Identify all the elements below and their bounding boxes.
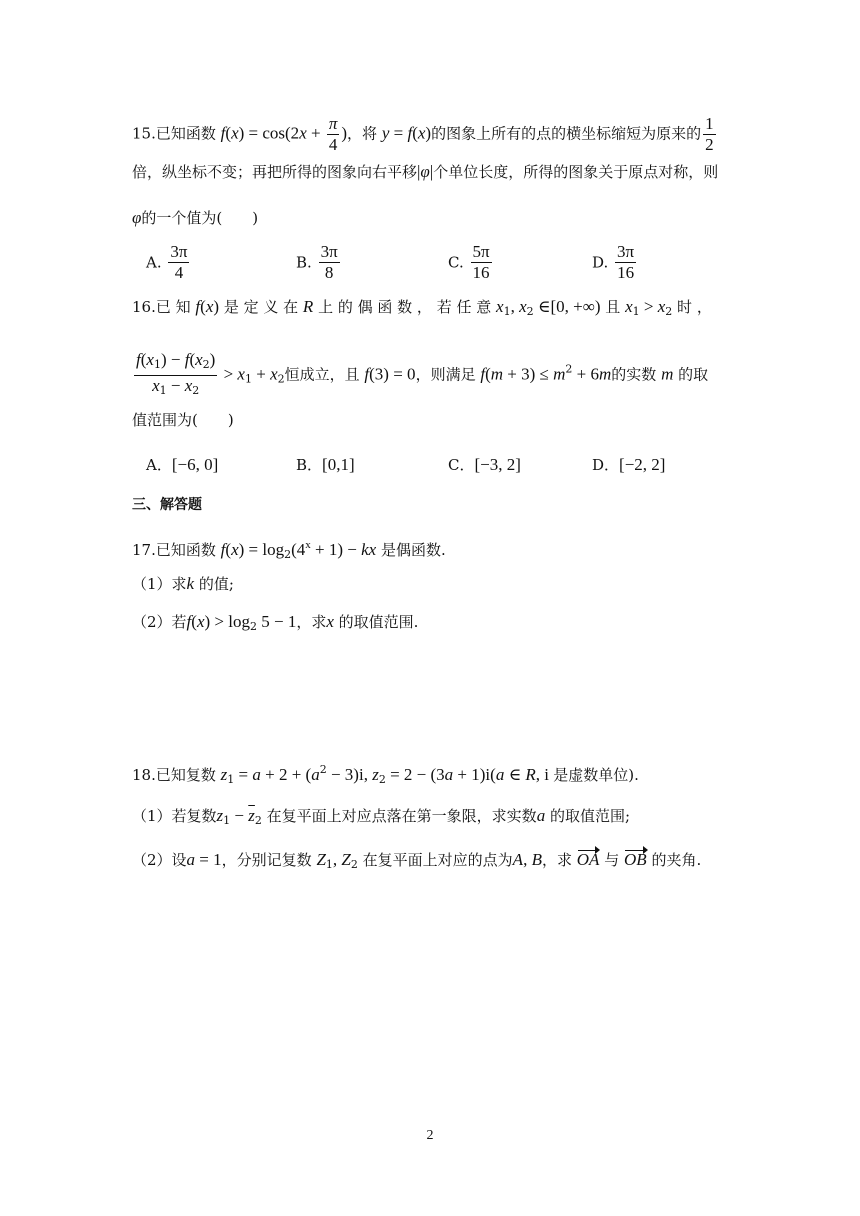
q15-number: 15.	[132, 124, 156, 143]
q16-line2: $\frac{f(x_1) - f(x_2)}{x_1 - x_2}$ > $x_1 + x_2$恒成立，且 f(3) = 0，则满足 $f(m + 3) \le m^2 + 6m$的实数 m 的取	[132, 350, 732, 401]
q15-option-c[interactable]: C. $\frac{5\pi}{16}$	[448, 242, 490, 282]
vector-oa: OA	[576, 850, 600, 869]
q15-line1: 15.已知函数 f(x) = cos(2x + $\frac{\pi}{4}$ )，将 y = f(x)的图象上所有的点的横坐标缩短为原来的 $\frac{1}{2}$	[132, 114, 714, 154]
q15-option-a[interactable]: A. $\frac{3\pi}{4}$	[146, 242, 188, 282]
page-number: 2	[426, 1128, 434, 1143]
q15-option-b[interactable]: B. $\frac{3\pi}{8}$	[296, 242, 338, 282]
q17-line1: 17.已知函数 $f(x) = \log_2(4^x + 1)$ − kx 是偶函数.	[132, 539, 446, 561]
q15-line3: φ的一个值为( )	[132, 208, 259, 227]
vector-ob: OB	[624, 850, 647, 869]
q16-option-a[interactable]: A．[−6, 0]	[146, 455, 219, 474]
q16-option-d[interactable]: D．[−2, 2]	[592, 455, 666, 474]
q16-line3: 值范围为( )	[132, 411, 234, 429]
section-title: 三、解答题	[132, 497, 202, 513]
q15-options	[132, 242, 732, 286]
q15-text: 已知函数	[155, 124, 216, 143]
q16-options	[132, 455, 732, 477]
q18-part2: （2）设a = 1，分别记复数 $Z_1$, $Z_2$ 在复平面上对应的点为A, B，求 OA 与 OB 的夹角.	[132, 850, 702, 871]
q15-line2: 倍，纵坐标不变；再把所得的图象向右平移|φ|个单位长度，所得的图象关于原点对称，则	[132, 162, 719, 181]
q15-option-d[interactable]: D. $\frac{3\pi}{16}$	[592, 242, 635, 282]
q16-option-b[interactable]: B．[0,1]	[296, 455, 355, 474]
q17-part2: （2）若$f(x) > \log_2 5 - 1$，求x 的取值范围.	[132, 612, 419, 633]
q18-line1: 18.已知复数 $z_1 = a + 2 + (a^2 - 3)i$, $z_2 = 2 - (3a + 1)i(a$ ∈ R, i 是虚数单位).	[132, 763, 639, 786]
q17-part1: （1）求k 的值;	[132, 574, 234, 593]
q17-number: 17.	[132, 541, 156, 559]
q18-number: 18.	[132, 766, 156, 784]
q16-number: 16.	[132, 298, 156, 316]
q15-frac-half: $\frac{1}{2}$	[705, 114, 714, 154]
q18-part1: （1）若复数$z_1 - \overline{z}_2$ 在复平面上对应点落在第一象限，求实数a 的取值范围;	[132, 806, 631, 827]
q15-frac-pi-4: $\frac{\pi}{4}$	[328, 114, 338, 154]
q16-line1: 16.已 知 f(x) 是 定 义 在 R 上 的 偶 函 数 ， 若 任 意 $x_1$, $x_2$ ∈[0, +∞) 且 $x_1 > x_2$ 时 ，	[132, 297, 712, 318]
q16-option-c[interactable]: C．[−3, 2]	[448, 455, 521, 474]
q16-fraction: $\frac{f(x_1) - f(x_2)}{x_1 - x_2}$	[136, 350, 216, 397]
